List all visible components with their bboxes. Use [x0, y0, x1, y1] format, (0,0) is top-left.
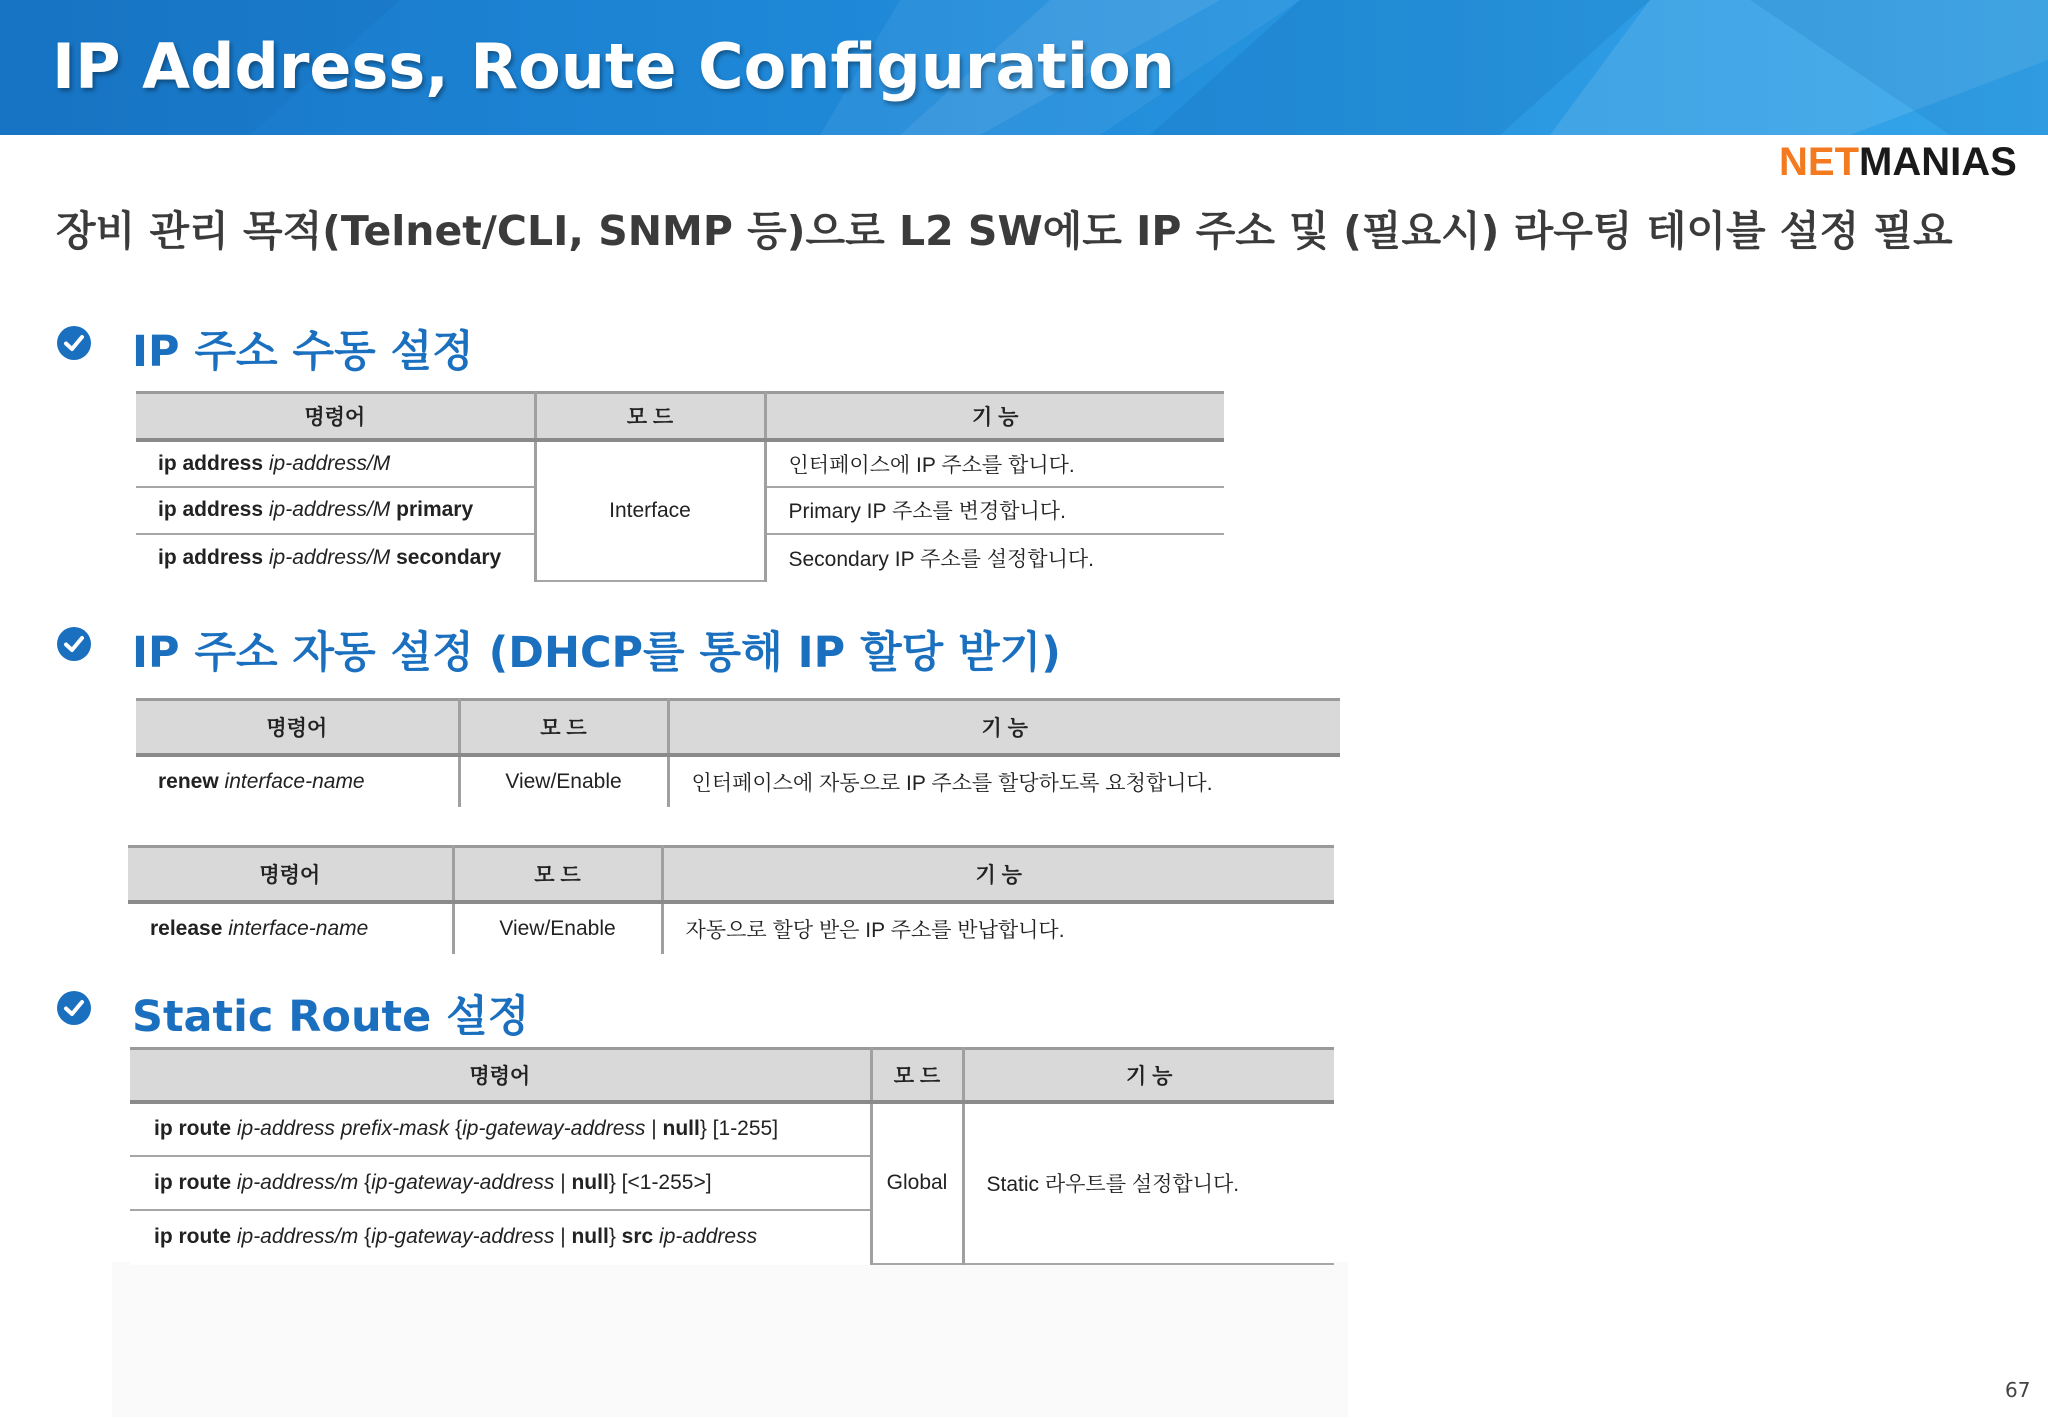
command-argument: interface-name — [224, 769, 365, 793]
page-number: 67 — [2005, 1378, 2031, 1402]
mode-cell: View/Enable — [453, 902, 662, 954]
table-row — [136, 440, 1224, 487]
logo-manias: MANIAS — [1859, 140, 2017, 184]
mode-cell: Global — [871, 1102, 963, 1264]
command-argument: ip-address/m — [236, 1225, 359, 1248]
check-circle-icon — [57, 627, 91, 661]
header-command: 명령어 — [136, 393, 535, 440]
command-cell — [130, 1156, 871, 1210]
command-argument: interface-name — [228, 916, 369, 940]
mode-cell: Interface — [535, 440, 765, 581]
command-syntax: { — [455, 1117, 463, 1140]
table-row — [130, 1102, 1334, 1156]
table-header-row — [128, 847, 1334, 902]
header-command: 명령어 — [130, 1049, 871, 1102]
command-syntax: | — [645, 1117, 663, 1140]
command-cell — [136, 755, 459, 807]
header-function: 기 능 — [963, 1049, 1334, 1102]
title-banner — [0, 0, 2048, 135]
table-header-row — [136, 393, 1224, 440]
command-syntax: } [1-255] — [699, 1117, 779, 1140]
static-route-table — [130, 1047, 1334, 1265]
command-argument: ip-gateway-address — [462, 1117, 646, 1140]
page-title: IP Address, Route Configuration — [52, 30, 1175, 103]
command-option: primary — [396, 498, 474, 521]
function-cell: 인터페이스에 자동으로 IP 주소를 할당하도록 요청합니다. — [668, 755, 1340, 807]
renew-table — [136, 698, 1340, 807]
command-cell — [128, 902, 453, 954]
command-argument: ip-address/M — [268, 451, 391, 475]
header-function: 기 능 — [668, 700, 1340, 755]
command-keyword: null — [571, 1225, 609, 1248]
command-keyword: ip route — [154, 1170, 231, 1194]
command-argument: ip-gateway-address — [371, 1170, 555, 1194]
logo-net: NET — [1779, 140, 1859, 184]
release-table — [128, 845, 1334, 954]
command-cell — [136, 487, 535, 534]
function-cell: 자동으로 할당 받은 IP 주소를 반납합니다. — [662, 902, 1334, 954]
header-function: 기 능 — [765, 393, 1224, 440]
slide-subtitle: 장비 관리 목적(Telnet/CLI, SNMP 등)으로 L2 SW에도 IP 주소 및 (필요시) 라우팅 테이블 설정 필요 — [56, 207, 1953, 255]
table-row — [128, 902, 1334, 954]
mode-cell: View/Enable — [459, 755, 668, 807]
command-argument: ip-address prefix-mask — [236, 1117, 450, 1140]
command-argument: ip-address/m — [236, 1170, 359, 1194]
command-argument: ip-address/M — [268, 545, 391, 569]
header-mode: 모 드 — [535, 393, 765, 440]
section-heading: IP 주소 자동 설정 (DHCP를 통해 IP 할당 받기) — [132, 628, 1061, 678]
header-command: 명령어 — [136, 700, 459, 755]
command-syntax: } — [608, 1225, 622, 1248]
header-command: 명령어 — [128, 847, 453, 902]
command-keyword: null — [662, 1117, 700, 1140]
command-cell — [130, 1102, 871, 1156]
command-syntax: | — [554, 1225, 572, 1248]
command-cell — [130, 1210, 871, 1264]
command-argument: ip-gateway-address — [371, 1225, 555, 1248]
function-cell: Static 라우트를 설정합니다. — [963, 1102, 1334, 1264]
command-keyword: ip address — [158, 498, 264, 521]
command-argument: ip-address — [659, 1225, 758, 1248]
command-syntax: { — [364, 1225, 372, 1248]
function-cell: Primary IP 주소를 변경합니다. — [765, 487, 1224, 534]
function-cell: Secondary IP 주소를 설정합니다. — [765, 534, 1224, 581]
command-cell — [136, 440, 535, 487]
header-function: 기 능 — [662, 847, 1334, 902]
command-keyword: ip address — [158, 451, 264, 475]
command-syntax: { — [364, 1170, 372, 1194]
command-syntax: } [<1-255>] — [608, 1170, 712, 1194]
command-cell — [136, 534, 535, 581]
manual-ip-table — [136, 391, 1224, 582]
command-argument: ip-address/M — [268, 498, 391, 521]
header-mode: 모 드 — [871, 1049, 963, 1102]
command-keyword: ip route — [154, 1117, 231, 1140]
section-heading: IP 주소 수동 설정 — [132, 327, 474, 377]
command-keyword: release — [150, 916, 223, 940]
command-keyword: ip route — [154, 1225, 231, 1248]
command-keyword: renew — [158, 769, 219, 793]
check-circle-icon — [57, 991, 91, 1025]
function-cell: 인터페이스에 IP 주소를 합니다. — [765, 440, 1224, 487]
table-header-row — [136, 700, 1340, 755]
table-header-row — [130, 1049, 1334, 1102]
header-mode: 모 드 — [453, 847, 662, 902]
check-circle-icon — [57, 326, 91, 360]
command-keyword: src — [621, 1225, 654, 1248]
header-mode: 모 드 — [459, 700, 668, 755]
command-syntax: | — [554, 1170, 572, 1194]
table-row — [136, 755, 1340, 807]
command-keyword: null — [571, 1170, 609, 1194]
command-keyword: ip address — [158, 545, 264, 569]
table-shadow-area — [112, 1262, 1348, 1417]
command-option: secondary — [396, 545, 502, 569]
netmanias-logo — [1779, 140, 2017, 185]
section-heading: Static Route 설정 — [132, 992, 530, 1042]
